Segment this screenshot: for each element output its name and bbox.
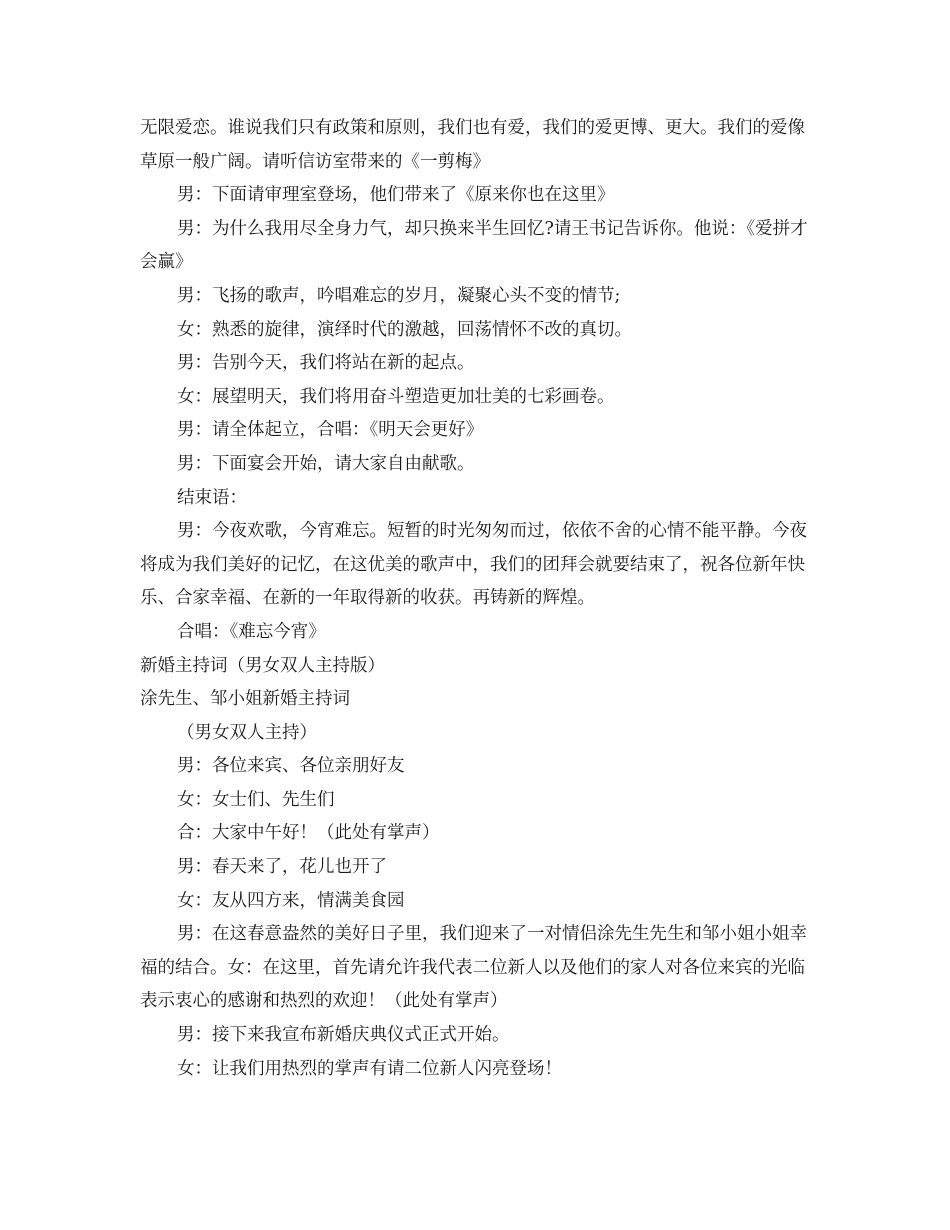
paragraph-16: 女：女士们、先生们	[177, 789, 335, 810]
section-note-hosts: （男女双人主持）	[177, 722, 317, 743]
paragraph-6: 女：展望明天，我们将用奋斗塑造更加壮美的七彩画卷。	[177, 386, 615, 407]
section-subtitle-wedding: 涂先生、邹小姐新婚主持词	[140, 689, 350, 710]
paragraph-20: 男：在这春意盎然的美好日子里，我们迎来了一对情侣涂先生先生和邹小姐小姐幸福的结合。女：在这里，首先请允许我代表二位新人以及他们的家人对各位来宾的光临表示衷心的感谢和热烈的欢迎！（此处有掌声）	[140, 924, 807, 1012]
paragraph-7: 男：请全体起立，合唱：《明天会更好》	[177, 420, 484, 441]
paragraph-11: 合唱：《难忘今宵》	[177, 621, 326, 642]
paragraph-1: 男：下面请审理室登场，他们带来了《原来你也在这里》	[177, 185, 615, 206]
paragraph-8: 男：下面宴会开始，请大家自由献歌。	[177, 453, 475, 474]
paragraph-15: 男：各位来宾、各位亲朋好友	[177, 756, 405, 777]
section-title-wedding: 新婚主持词（男女双人主持版）	[140, 655, 385, 676]
paragraph-3: 男：飞扬的歌声，吟唱难忘的岁月，凝聚心头不变的情节;	[177, 285, 621, 306]
paragraph-2: 男：为什么我用尽全身力气，却只换来半生回忆?请王书记告诉你。他说：《爱拼才会赢》	[140, 218, 808, 273]
paragraph-19: 女：友从四方来，情满美食园	[177, 890, 405, 911]
section-heading-closing: 结束语：	[177, 487, 247, 508]
paragraph-21: 男：接下来我宣布新婚庆典仪式正式开始。	[177, 1025, 510, 1046]
paragraph-0: 无限爱恋。谁说我们只有政策和原则，我们也有爱，我们的爱更博、更大。我们的爱像草原一般广阔。请听信访室带来的《一剪梅》	[140, 118, 805, 172]
paragraph-17: 合：大家中午好！（此处有掌声）	[177, 823, 440, 844]
paragraph-18: 男：春天来了，花儿也开了	[177, 857, 387, 878]
paragraph-4: 女：熟悉的旋律，演绎时代的激越，回荡情怀不改的真切。	[177, 319, 632, 340]
document-body	[140, 112, 812, 1086]
paragraph-22: 女：让我们用热烈的掌声有请二位新人闪亮登场！	[177, 1058, 562, 1079]
paragraph-10: 男：今夜欢歌，今宵难忘。短暂的时光匆匆而过，依依不舍的心情不能平静。今夜将成为我们美好的记忆，在这优美的歌声中，我们的团拜会就要结束了，祝各位新年快乐、合家幸福、在新的一年取得新的收获。再铸新的辉煌。	[140, 521, 807, 609]
paragraph-5: 男：告别今天，我们将站在新的起点。	[177, 353, 475, 374]
